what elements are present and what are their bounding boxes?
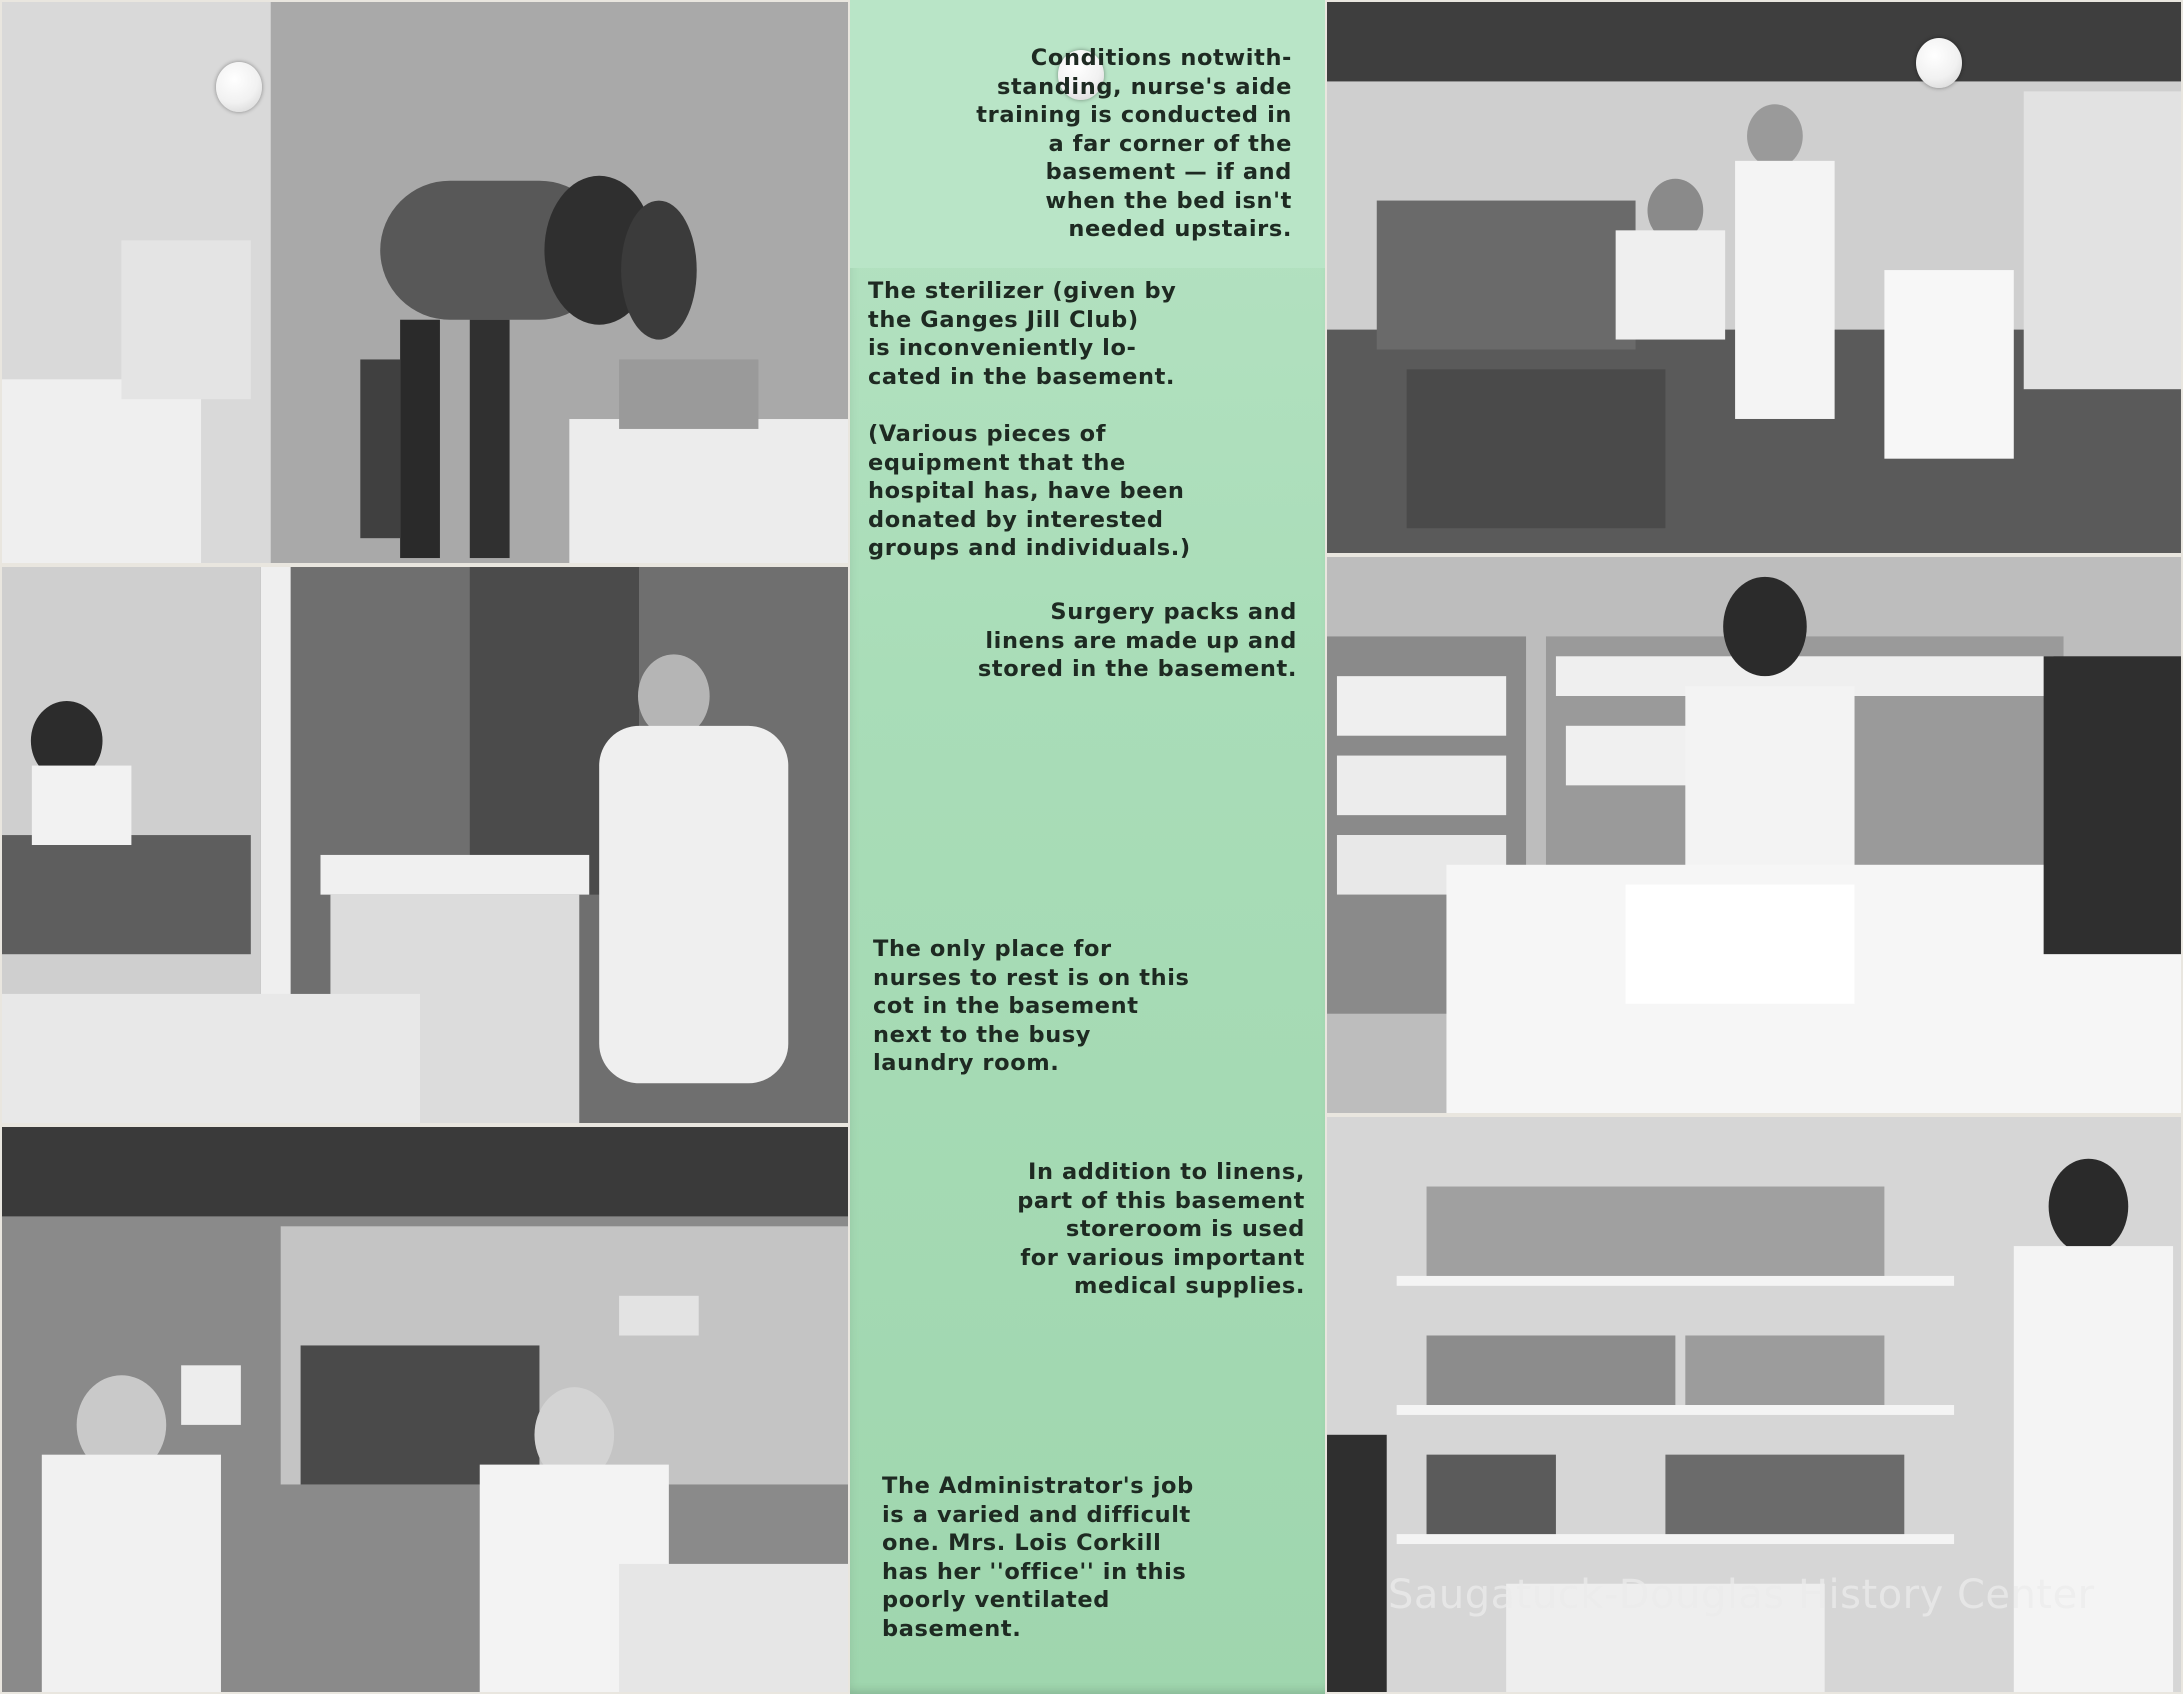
binder-hole — [1916, 38, 1962, 88]
photo-sterilizer — [0, 0, 850, 565]
caption-nurses-aide-training: Conditions notwith- standing, nurse's aide training is conducted in a far corner of the basement — if and when the bed isn't needed upstairs. — [976, 45, 1292, 242]
watermark: Saugatuck-Douglas History Center — [1388, 1572, 2095, 1618]
caption-nurses-rest: The only place for nurses to rest is on this cot in the basement next to the busy laundry room. — [873, 936, 1190, 1076]
caption-administrator: The Administrator's job is a varied and difficult one. Mrs. Lois Corkill has her ''office'' in this poorly ventilated basement. — [882, 1473, 1194, 1642]
binder-hole — [216, 62, 262, 112]
photo-nurses-aide-training — [1325, 0, 2183, 555]
caption-storeroom-supplies: In addition to linens, part of this basement storeroom is used for various important medical supplies. — [1017, 1159, 1305, 1299]
caption-surgery-packs: Surgery packs and linens are made up and stored in the basement. — [977, 599, 1297, 682]
caption-donated-equipment: (Various pieces of equipment that the hospital has, have been donated by interested groups and individuals.) — [868, 421, 1191, 561]
caption-sterilizer: The sterilizer (given by the Ganges Jill Club) is inconveniently lo- cated in the basement. — [868, 278, 1177, 390]
photo-surgery-packs-linens — [1325, 555, 2183, 1115]
photo-administrator-office — [0, 1125, 850, 1694]
photo-nurses-rest-cot — [0, 565, 850, 1125]
